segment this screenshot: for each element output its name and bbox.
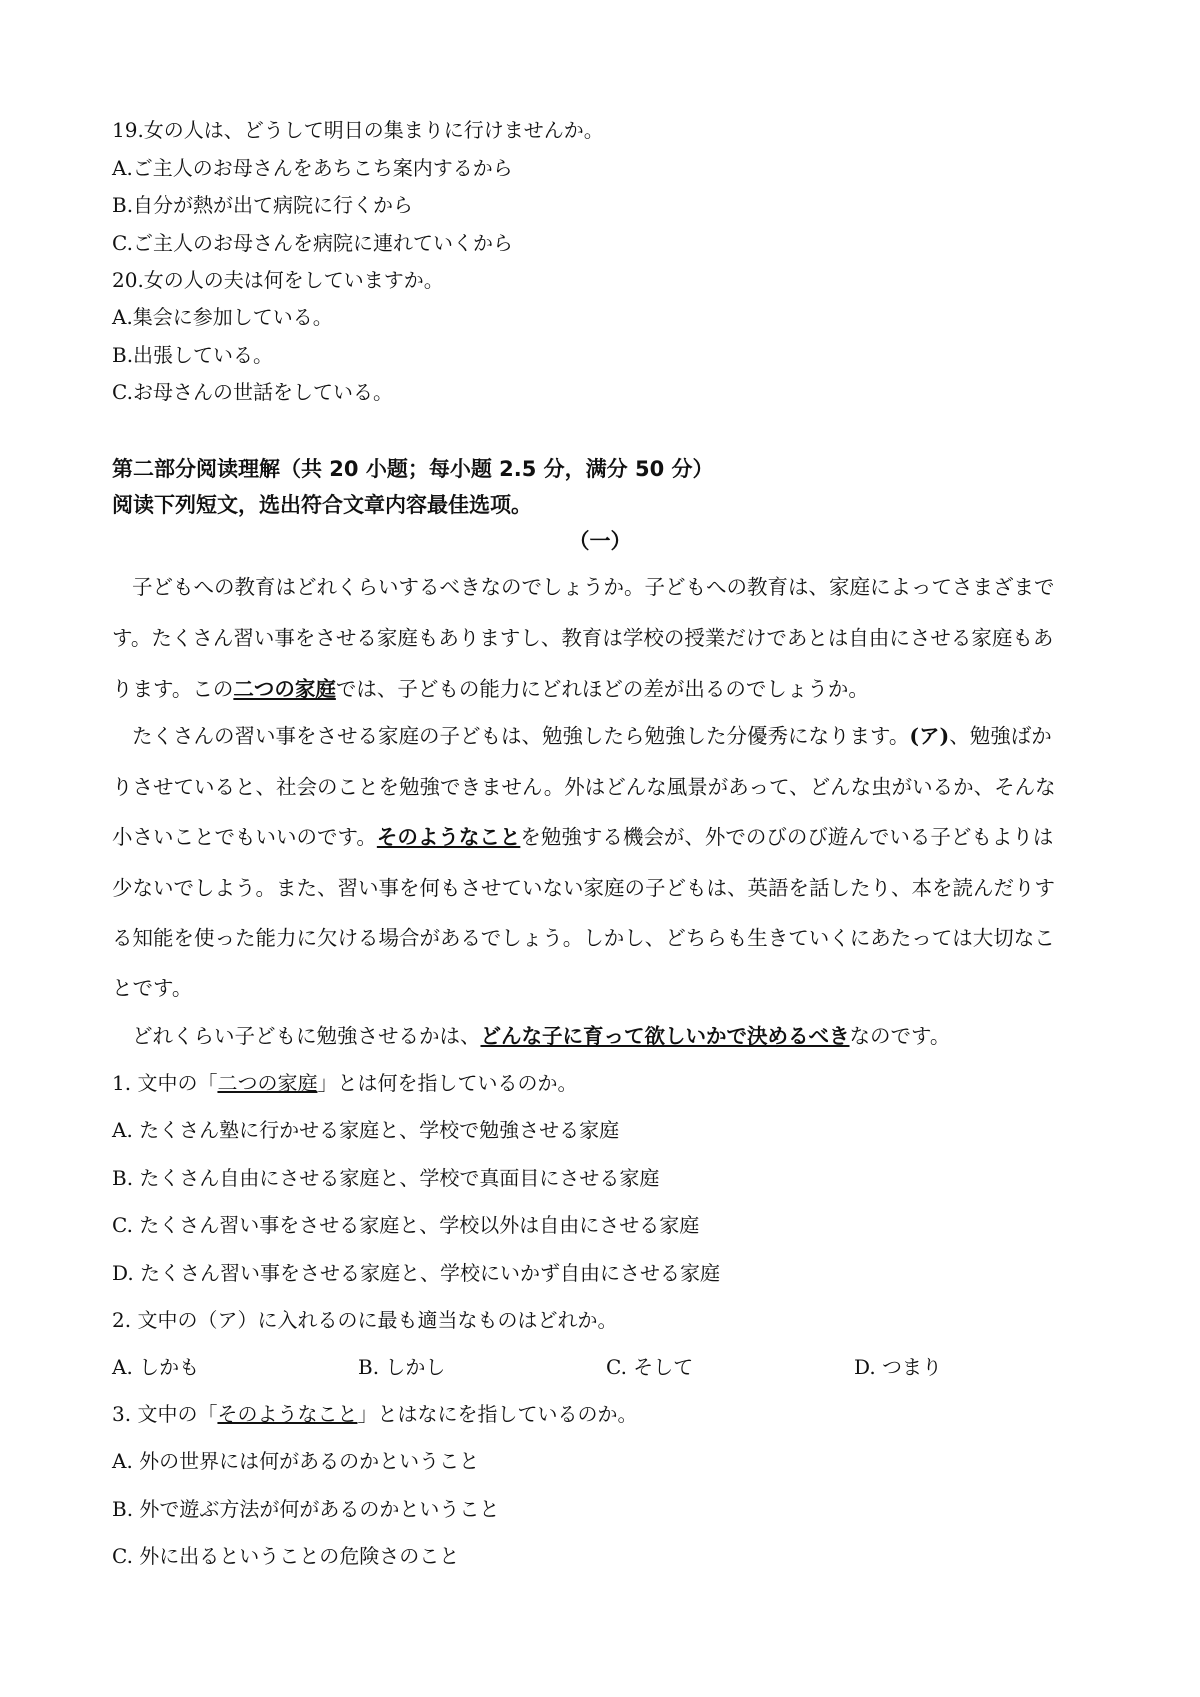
question-3 [112, 1400, 637, 1428]
question-text: 3. 文中の「 [112, 1402, 218, 1426]
question-3-option-a: A. 外の世界には何があるのかということ [112, 1449, 480, 1473]
question-text: 1. 文中の「 [112, 1071, 218, 1095]
passage-p1-line1: 子どもへの教育はどれくらいするべきなのでしょうか。子どもへの教育は、家庭によってさまざまで [132, 575, 1055, 599]
passage-text: 小さいことでもいいのです。 [112, 825, 377, 849]
passage-p2-line5: る知能を使った能力に欠ける場合があるでしょう。しかし、どちらも生きていくにあたっては大切なこ [112, 926, 1055, 950]
blank-a: (ア) [909, 724, 950, 748]
question-1-option-d: D. たくさん習い事をさせる家庭と、学校にいかず自由にさせる家庭 [112, 1261, 721, 1285]
underlined-phrase-such-things: そのようなこと [376, 825, 521, 849]
question-text: 」とはなにを指しているのか。 [357, 1402, 638, 1426]
passage-number: （一） [568, 529, 632, 553]
question-text: 」とは何を指しているのか。 [317, 1071, 578, 1095]
question-19-option-a: A.ご主人のお母さんをあちこち案内するから [112, 156, 513, 180]
passage-p2-line6: とです。 [112, 976, 193, 1000]
question-19-option-b: B.自分が熱が出て病院に行くから [112, 193, 414, 217]
passage-p3 [132, 1022, 1122, 1050]
question-1-option-a: A. たくさん塾に行かせる家庭と、学校で勉強させる家庭 [112, 1118, 620, 1142]
passage-p1-line2: す。たくさん習い事をさせる家庭もありますし、教育は学校の授業だけであとは自由にさせる家庭もあ [112, 626, 1054, 650]
passage-text: たくさんの習い事をさせる家庭の子どもは、勉強したら勉強した分優秀になります。 [132, 724, 910, 748]
question-2-option-a: A. しかも [112, 1355, 200, 1379]
passage-p1-line3 [112, 675, 1102, 703]
section-instruction: 阅读下列短文，选出符合文章内容最佳选项。 [112, 493, 532, 517]
underlined-phrase-decide: どんな子に育って欲しいかで決めるべき [480, 1024, 850, 1048]
passage-p2-line1 [132, 722, 1122, 750]
passage-p2-line2: りさせていると、社会のことを勉強できません。外はどんな風景があって、どんな虫がいるか、そんな [112, 775, 1056, 799]
question-3-option-b: B. 外で遊ぶ方法が何があるのかということ [112, 1497, 500, 1521]
question-19-option-c: C.ご主人のお母さんを病院に連れていくから [112, 231, 513, 255]
underlined-phrase: 二つの家庭 [217, 1071, 318, 1095]
passage-p2-line4: 少ないでしよう。また、習い事を何もさせていない家庭の子どもは、英語を話したり、本を読んだりす [112, 876, 1055, 900]
question-20-option-b: B.出張している。 [112, 343, 274, 367]
passage-text: では、子どもの能力にどれほどの差が出るのでしょうか。 [335, 677, 869, 701]
question-19: 19.女の人は、どうして明日の集まりに行けませんか。 [112, 118, 604, 142]
question-20-option-a: A.集会に参加している。 [112, 305, 333, 329]
passage-text: なのです。 [849, 1024, 951, 1048]
underlined-phrase: そのようなこと [217, 1402, 358, 1426]
question-1 [112, 1069, 577, 1097]
passage-text: を勉強する機会が、外でのびのび遊んでいる子どもよりは [520, 825, 1054, 849]
question-3-option-c: C. 外に出るということの危険さのこと [112, 1544, 460, 1568]
question-20: 20.女の人の夫は何をしていますか。 [112, 268, 444, 292]
question-1-option-b: B. たくさん自由にさせる家庭と、学校で真面目にさせる家庭 [112, 1166, 660, 1190]
question-2-options [112, 1353, 1102, 1381]
passage-text: どれくらい子どもに勉強させるかは、 [132, 1024, 481, 1048]
passage-text: 、勉強ばか [949, 724, 1052, 748]
question-2: 2. 文中の（ア）に入れるのに最も適当なものはどれか。 [112, 1308, 618, 1332]
section-title: 第二部分阅读理解（共 20 小题；每小题 2.5 分，满分 50 分） [112, 457, 714, 481]
passage-p2-line3 [112, 823, 1102, 851]
question-2-option-c: C. そして [606, 1355, 694, 1379]
underlined-phrase-two-families: 二つの家庭 [233, 677, 336, 701]
question-2-option-d: D. つまり [854, 1355, 943, 1379]
question-2-option-b: B. しかし [358, 1355, 446, 1379]
question-1-option-c: C. たくさん習い事をさせる家庭と、学校以外は自由にさせる家庭 [112, 1213, 700, 1237]
passage-text: ります。この [112, 677, 234, 701]
question-20-option-c: C.お母さんの世話をしている。 [112, 380, 393, 404]
